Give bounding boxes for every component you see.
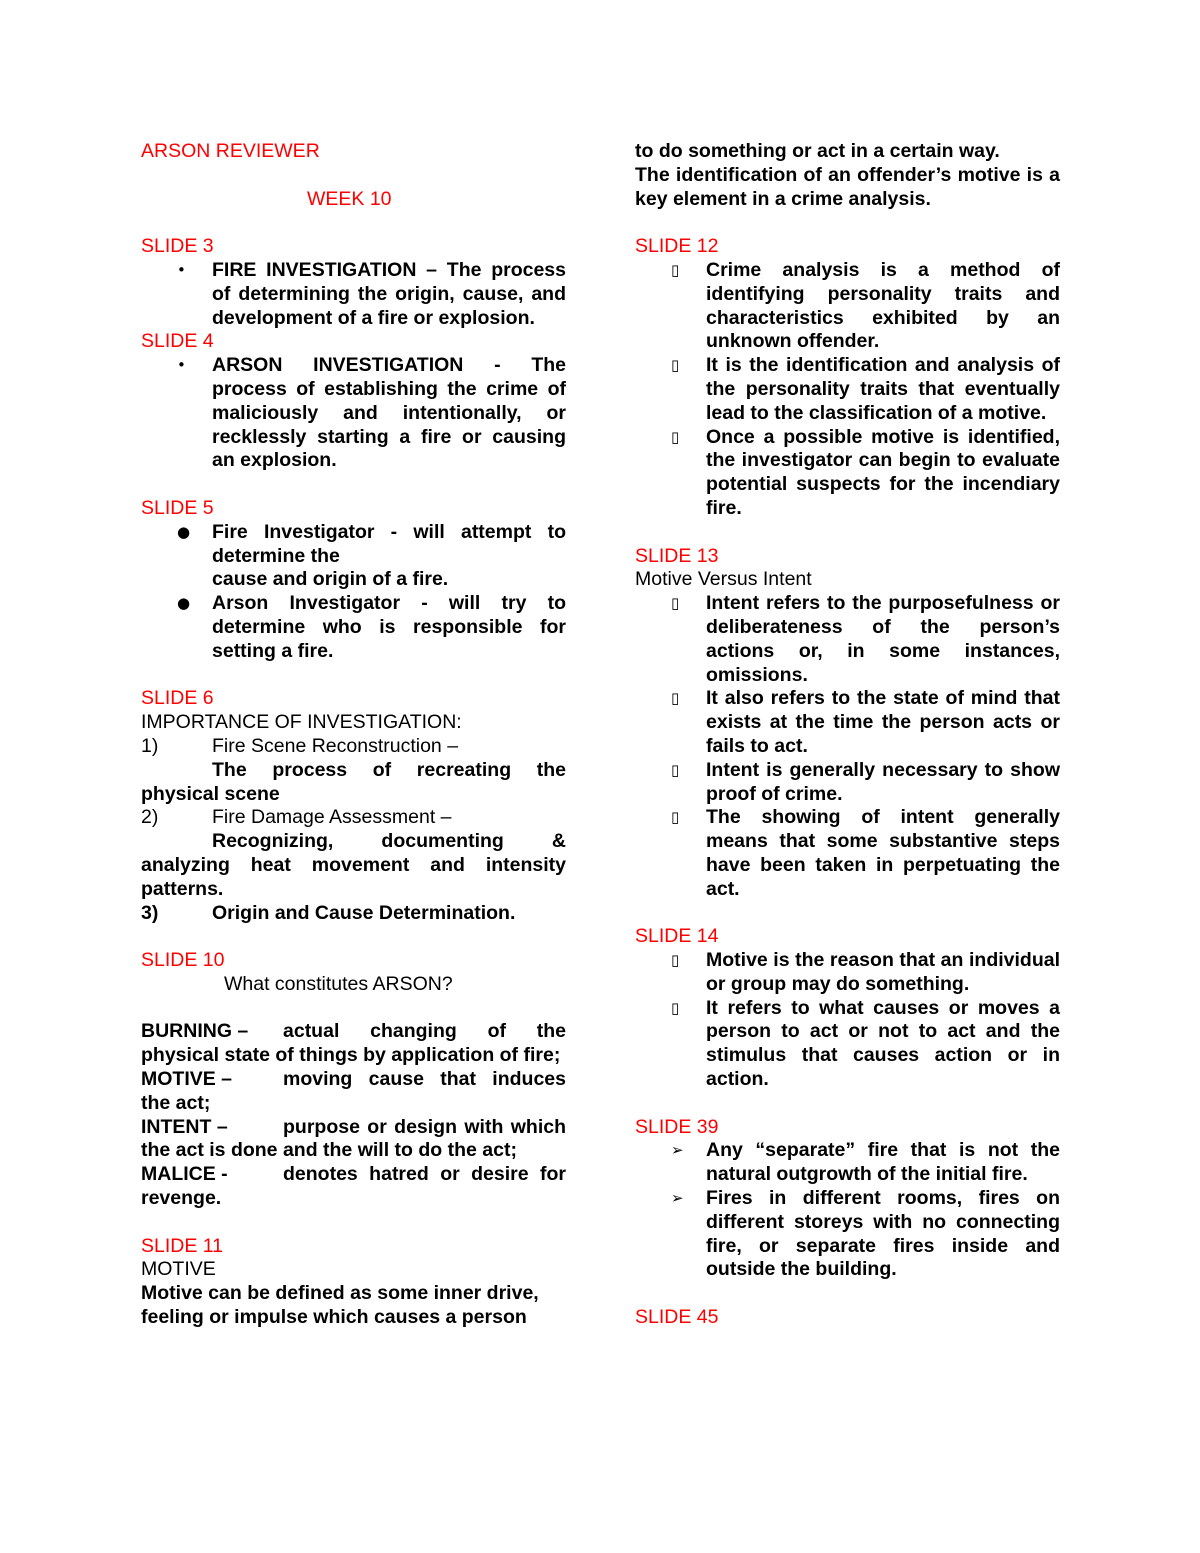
slide-12-heading: SLIDE 12 bbox=[635, 235, 719, 258]
bullet-box-icon: ▯ bbox=[671, 951, 680, 970]
slide-5-bullet-1 bbox=[141, 521, 566, 592]
bullet-circle-icon: ● bbox=[177, 594, 191, 613]
slide-12-item: It is the identification and analysis of the personality traits that eventually lead to the classification of a motive. bbox=[706, 354, 1060, 424]
motive-continuation-2: The identification of an offender’s motive is a key element in a crime analysis. bbox=[635, 163, 1060, 210]
slide-12-bullet-1 bbox=[635, 259, 1060, 354]
slide-5-item-1-line-2: cause and origin of a fire. bbox=[212, 568, 449, 591]
bullet-box-icon: ▯ bbox=[671, 760, 680, 779]
definition-text: moving cause that induces the act; bbox=[141, 1068, 566, 1114]
bullet-box-icon: ▯ bbox=[671, 356, 680, 375]
left-column bbox=[141, 140, 566, 1330]
definition-intent bbox=[141, 1116, 566, 1164]
slide-4-bullet bbox=[141, 354, 566, 473]
bullet-box-icon: ▯ bbox=[671, 427, 680, 446]
slide-6-item-1 bbox=[141, 735, 566, 759]
slide-3-heading: SLIDE 3 bbox=[141, 235, 214, 258]
definition-term: BURNING – bbox=[141, 1020, 249, 1043]
list-number: 2) bbox=[141, 806, 159, 829]
right-column bbox=[635, 140, 1060, 1330]
slide-14-bullet-2 bbox=[635, 997, 1060, 1092]
bullet-box-icon: ▯ bbox=[671, 689, 680, 708]
document-title: ARSON REVIEWER bbox=[141, 140, 320, 162]
slide-13-bullet-1 bbox=[635, 592, 1060, 687]
slide-4-text: ARSON INVESTIGATION - The process of establishing the crime of maliciously and intentionally, or recklessly starting a fire or causing an explosion. bbox=[212, 354, 566, 472]
week-label: WEEK 10 bbox=[307, 187, 392, 210]
slide-12-item: Crime analysis is a method of identifying personality traits and characteristics exhibited by an unknown offender. bbox=[706, 258, 1060, 353]
slide-10-heading: SLIDE 10 bbox=[141, 949, 225, 972]
slide-6-item-3 bbox=[141, 902, 566, 926]
definition-term: INTENT – bbox=[141, 1115, 228, 1138]
slide-11-text: Motive can be defined as some inner drive, feeling or impulse which causes a person bbox=[141, 1282, 539, 1329]
definition-term: MALICE - bbox=[141, 1163, 228, 1186]
slide-13-item: Intent refers to the purposefulness or deliberateness of the person’s actions or, in some instances, omissions. bbox=[706, 592, 1060, 686]
slide-13-bullet-2 bbox=[635, 687, 1060, 758]
slide-6-item-desc: The process of recreating the physical scene bbox=[141, 758, 566, 805]
arrow-bullet-icon: ➢ bbox=[671, 1189, 684, 1208]
slide-5-item-2: Arson Investigator - will try to determine who is responsible for setting a fire. bbox=[212, 592, 566, 662]
slide-39-heading: SLIDE 39 bbox=[635, 1115, 719, 1138]
slide-12-bullet-3 bbox=[635, 426, 1060, 521]
slide-12-item: Once a possible motive is identified, the investigator can begin to evaluate potential suspects for the incendiary fire. bbox=[706, 425, 1060, 519]
slide-45-heading: SLIDE 45 bbox=[635, 1306, 719, 1329]
arrow-bullet-icon: ➢ bbox=[671, 1141, 684, 1160]
bullet-dot-icon: • bbox=[177, 260, 186, 279]
bullet-circle-icon: ● bbox=[177, 522, 191, 541]
slide-13-subheading: Motive Versus Intent bbox=[635, 568, 812, 591]
definition-burning bbox=[141, 1020, 566, 1068]
slide-13-item: It also refers to the state of mind that exists at the time the person acts or fails to act. bbox=[706, 687, 1060, 757]
definition-term: MOTIVE – bbox=[141, 1068, 233, 1091]
slide-6-item-desc: Recognizing, documenting & analyzing heat movement and intensity patterns. bbox=[141, 830, 566, 900]
slide-13-item: The showing of intent generally means that some substantive steps have been taken in perpetuating the act. bbox=[706, 806, 1060, 900]
slide-12-bullet-2 bbox=[635, 354, 1060, 425]
slide-14-item: Motive is the reason that an individual or group may do something. bbox=[706, 949, 1060, 995]
slide-5-item-1-line-1: Fire Investigator - will attempt to determine the bbox=[212, 520, 566, 567]
bullet-box-icon: ▯ bbox=[671, 998, 680, 1017]
slide-39-bullet-1 bbox=[635, 1139, 1060, 1187]
slide-14-heading: SLIDE 14 bbox=[635, 925, 719, 948]
definition-text: actual changing of the physical state of things by application of fire; bbox=[141, 1020, 566, 1067]
slide-6-heading: SLIDE 6 bbox=[141, 687, 214, 710]
slide-39-item: Fires in different rooms, fires on different storeys with no connecting fire, or separate fires inside and outside the building. bbox=[706, 1187, 1060, 1281]
slide-39-item: Any “separate” fire that is not the natural outgrowth of the initial fire. bbox=[706, 1139, 1060, 1186]
definition-malice bbox=[141, 1163, 566, 1211]
slide-5-heading: SLIDE 5 bbox=[141, 496, 214, 519]
slide-13-item: Intent is generally necessary to show proof of crime. bbox=[706, 758, 1060, 805]
bullet-box-icon: ▯ bbox=[671, 594, 680, 613]
slide-3-text: FIRE INVESTIGATION – The process of determining the origin, cause, and development of a fire or explosion. bbox=[212, 258, 566, 329]
definition-motive bbox=[141, 1068, 566, 1116]
slide-39-bullet-2 bbox=[635, 1187, 1060, 1282]
motive-continuation: to do something or act in a certain way. bbox=[635, 140, 1000, 162]
slide-6-item-2 bbox=[141, 806, 566, 830]
slide-13-heading: SLIDE 13 bbox=[635, 544, 719, 567]
bullet-box-icon: ▯ bbox=[671, 260, 680, 279]
slide-14-item: It refers to what causes or moves a person to act or not to act and the stimulus that causes action or in action. bbox=[706, 996, 1060, 1091]
definition-text: denotes hatred or desire for revenge. bbox=[141, 1163, 566, 1210]
slide-5-bullet-2 bbox=[141, 592, 566, 663]
slide-6-item-title: Fire Scene Reconstruction – bbox=[212, 734, 459, 757]
slide-13-bullet-3 bbox=[635, 759, 1060, 807]
bullet-box-icon: ▯ bbox=[671, 808, 680, 827]
slide-14-bullet-1 bbox=[635, 949, 1060, 997]
slide-6-intro: IMPORTANCE OF INVESTIGATION: bbox=[141, 711, 462, 734]
slide-4-heading: SLIDE 4 bbox=[141, 330, 214, 353]
list-number: 3) bbox=[141, 901, 159, 924]
slide-11-heading: SLIDE 11 bbox=[141, 1234, 224, 1257]
slide-6-item-title: Origin and Cause Determination. bbox=[212, 901, 516, 924]
list-number: 1) bbox=[141, 734, 159, 757]
slide-10-question: What constitutes ARSON? bbox=[224, 972, 453, 995]
bullet-dot-icon: • bbox=[177, 356, 186, 375]
slide-3-bullet bbox=[141, 259, 566, 330]
slide-13-bullet-4 bbox=[635, 806, 1060, 901]
definition-text: purpose or design with which the act is done and the will to do the act; bbox=[141, 1115, 566, 1162]
slide-11-subheading: MOTIVE bbox=[141, 1258, 216, 1281]
slide-6-item-title: Fire Damage Assessment – bbox=[212, 806, 452, 829]
